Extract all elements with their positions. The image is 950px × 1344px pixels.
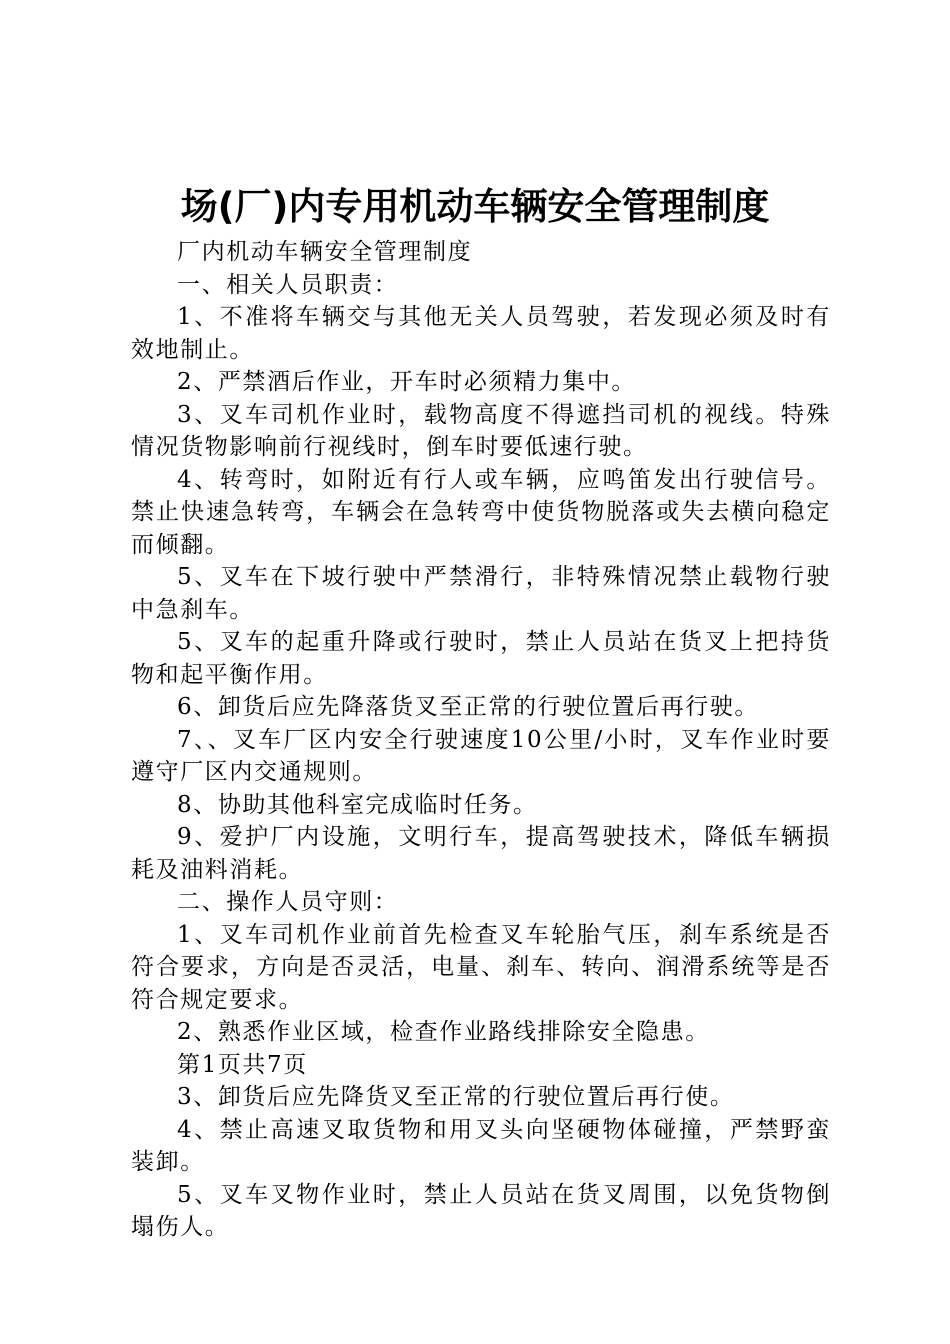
- paragraph: 二、操作人员守则：: [177, 889, 399, 915]
- paragraph: 3、叉车司机作业时，载物高度不得遮挡司机的视线。特殊情况货物影响前行视线时，倒车时要低速行驶。: [131, 401, 831, 460]
- document-title: 场(厂)内专用机动车辆安全管理制度: [180, 185, 770, 228]
- paragraph: 5、叉车的起重升降或行驶时，禁止人员站在货叉上把持货物和起平衡作用。: [131, 629, 831, 688]
- document-body: [131, 236, 831, 1244]
- paragraph: 4、禁止高速叉取货物和用叉头向坚硬物体碰撞，严禁野蛮装卸。: [131, 1116, 831, 1175]
- paragraph: 9、爱护厂内设施，文明行车，提高驾驶技术，降低车辆损耗及油料消耗。: [131, 824, 831, 883]
- paragraph: 7、、叉车厂区内安全行驶速度10公里/小时，叉车作业时要遵守厂区内交通规则。: [131, 726, 831, 785]
- paragraph: 8、协助其他科室完成临时任务。: [177, 791, 538, 818]
- paragraph: 5、叉车叉物作业时，禁止人员站在货叉周围，以免货物倒塌伤人。: [131, 1181, 831, 1240]
- paragraph: 1、不准将车辆交与其他无关人员驾驶，若发现必须及时有效地制止。: [131, 304, 831, 363]
- paragraph: 2、熟悉作业区域，检查作业路线排除安全隐患。: [177, 1019, 710, 1045]
- paragraph: 2、严禁酒后作业，开车时必须精力集中。: [177, 369, 637, 395]
- page-number: 第1页共7页: [177, 1051, 308, 1078]
- paragraph: 4、转弯时，如附近有行人或车辆，应鸣笛发出行驶信号。禁止快速急转弯，车辆会在急转弯中使货物脱落或失去横向稳定而倾翻。: [131, 466, 831, 558]
- paragraph: 5、叉车在下坡行驶中严禁滑行，非特殊情况禁止载物行驶中急刹车。: [131, 564, 831, 623]
- paragraph: 3、卸货后应先降货叉至正常的行驶位置后再行使。: [177, 1084, 735, 1110]
- paragraph: 一、相关人员职责：: [177, 271, 399, 298]
- paragraph: 厂内机动车辆安全管理制度: [177, 239, 473, 265]
- paragraph: 1、叉车司机作业前首先检查叉车轮胎气压，刹车系统是否符合要求，方向是否灵活，电量、刹车、转向、润滑系统等是否符合规定要求。: [131, 921, 831, 1013]
- paragraph: 6、卸货后应先降落货叉至正常的行驶位置后再行驶。: [177, 694, 760, 720]
